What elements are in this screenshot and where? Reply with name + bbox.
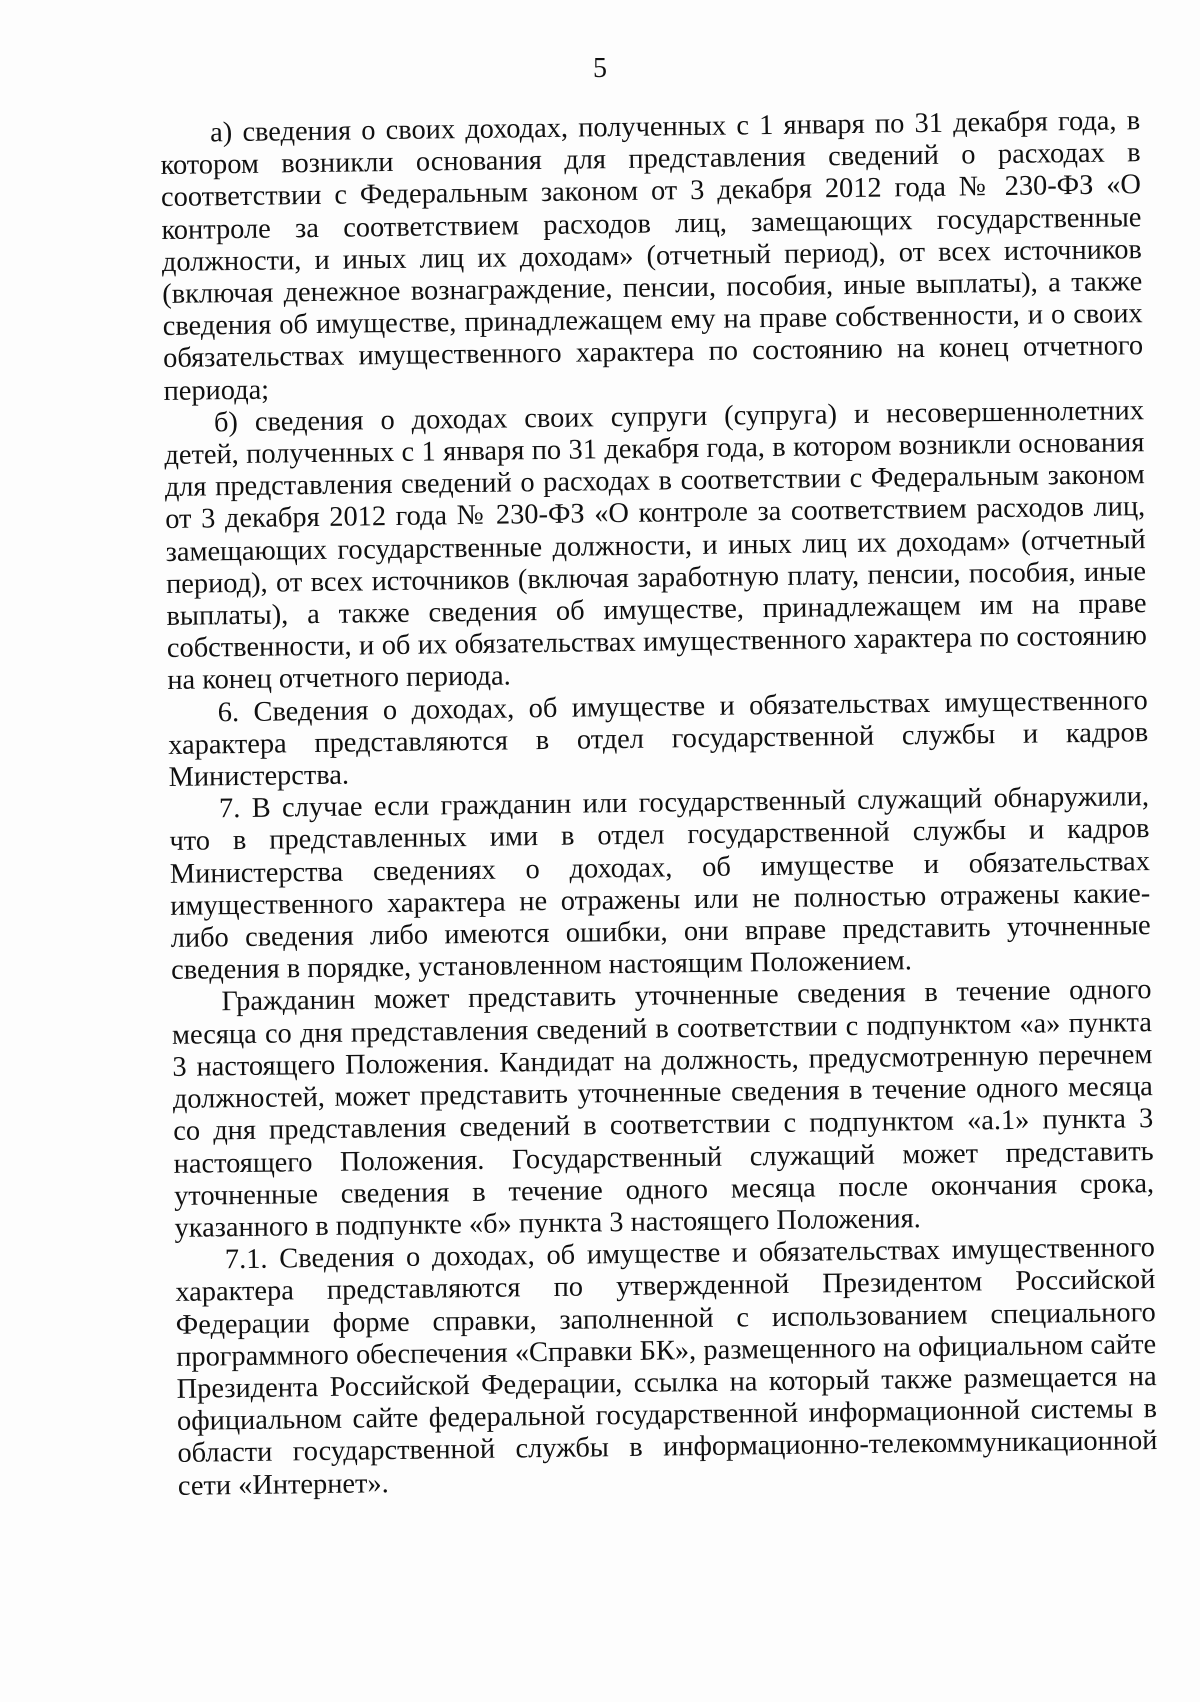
- paragraph-item-7: 7. В случае если гражданин или государственный служащий обнаружили, что в представленных ими в отдел государственной службы и кадров Министерства сведениях о доходах, об имуществе и обязательствах имущественного характера не отражены или не полностью отражены какие-либо сведения либо имеются ошибки, они вправе представить уточненные сведения в порядке, установленном настоящим Положением.: [169, 781, 1151, 987]
- paragraph-item-7-1: 7.1. Сведения о доходах, об имуществе и обязательствах имущественного характера представляются по утвержденной Президентом Российской Федерации форме справки, заполненной с использованием специального программного обеспечения «Справки БК», размещенного на официальном сайте Президента Российской Федерации, ссылка на который также размещается на официальном сайте федеральной государственной информационной системы в области государственной службы в информационно-телекоммуникационной сети «Интернет».: [175, 1232, 1158, 1502]
- paragraph-subitem-b: б) сведения о доходах своих супруги (супруга) и несовершеннолетних детей, полученных с 1 января по 31 декабря года, в котором возникли основания для представления сведений о расходах в соответствии с Федеральным законом от 3 декабря 2012 года № 230-ФЗ «О контроле за соответствием расходов лиц, замещающих государственные должности, и иных лиц их доходам» (отчетный период), от всех источников (включая заработную плату, пенсии, пособия, иные выплаты), а также сведения об имуществе, принадлежащем им на праве собственности, и об их обязательствах имущественного характера по состоянию на конец отчетного периода.: [164, 394, 1148, 697]
- paragraph-subitem-a: а) сведения о своих доходах, полученных с 1 января по 31 декабря года, в котором возникли основания для представления сведений о расходах в соответствии с Федеральным законом от 3 декабря 2012 года № 230-ФЗ «О контроле за соответствием расходов лиц, замещающих государственные должности, и иных лиц их доходам» (отчетный период), от всех источников (включая денежное вознаграждение, пенсии, пособия, иные выплаты), а также сведения об имуществе, принадлежащем ему на праве собственности, и о своих обязательствах имущественного характера по состоянию на конец отчетного периода;: [160, 105, 1144, 407]
- paragraph-item-7-continuation: Гражданин может представить уточненные сведения в течение одного месяца со дня представления сведений в соответствии с подпунктом «а» пункта 3 настоящего Положения. Кандидат на должность, предусмотренную перечнем должностей, может представить уточненные сведения в течение одного месяца со дня представления сведений в соответствии с подпунктом «а.1» пункта 3 настоящего Положения. Государственный служащий может представить уточненные сведения в течение одного месяца после окончания срока, указанного в подпункте «б» пункта 3 настоящего Положения.: [171, 974, 1155, 1244]
- paragraph-item-6: 6. Сведения о доходах, об имуществе и обязательствах имущественного характера представляются в отдел государственной службы и кадров Министерства.: [168, 684, 1149, 794]
- document-body: [160, 105, 1158, 1502]
- page-number: 5: [593, 53, 607, 84]
